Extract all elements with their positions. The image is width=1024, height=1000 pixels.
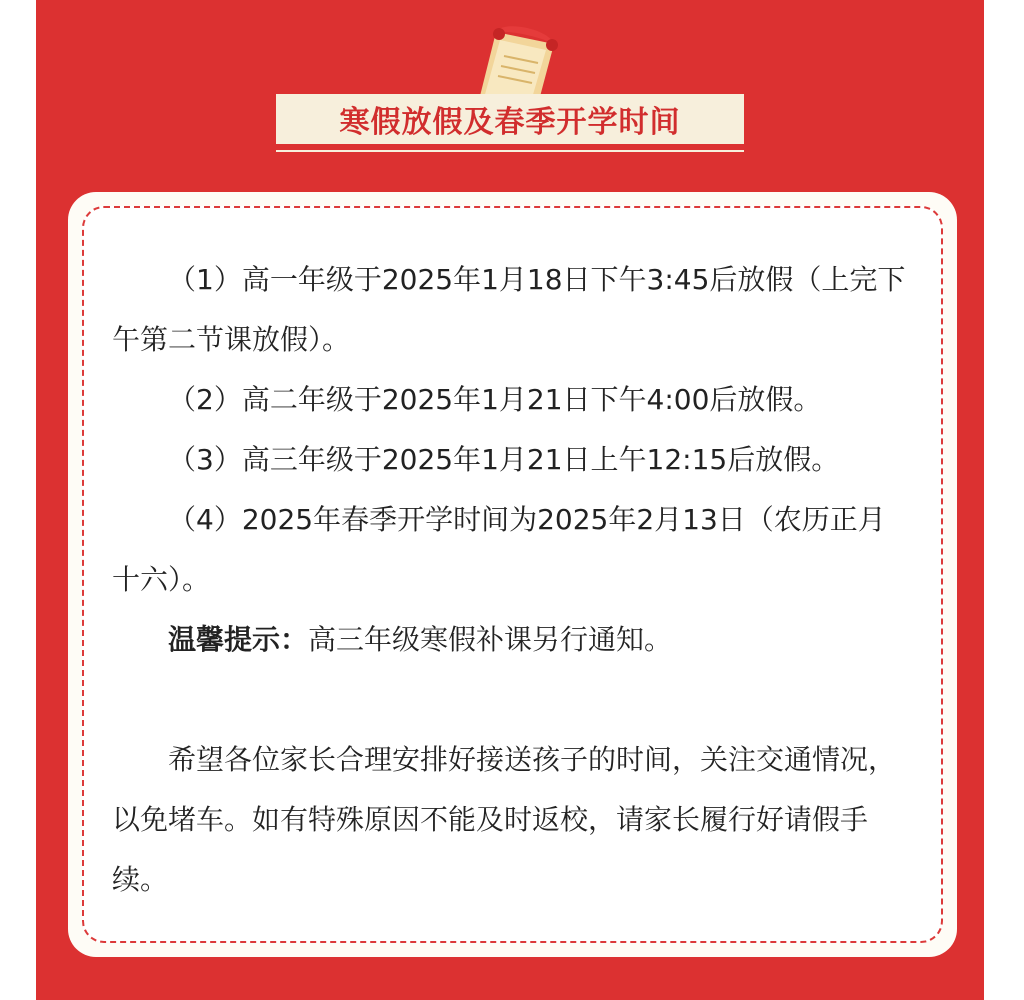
scroll-icon: [456, 18, 566, 106]
warm-tip: [112, 610, 912, 670]
notice-item-4: （4）2025年春季开学时间为2025年2月13日（农历正月十六）。: [112, 503, 886, 596]
notice-item-2: （2）高二年级于2025年1月21日下午4:00后放假。: [168, 383, 822, 416]
notice-item-1: （1）高一年级于2025年1月18日下午3:45后放假（上完下午第二节课放假）。: [112, 263, 906, 356]
title-banner: [276, 94, 744, 144]
closing-paragraph: 希望各位家长合理安排好接送孩子的时间，关注交通情况，以免堵车。如有特殊原因不能及时返校，请家长履行好请假手续。: [112, 743, 897, 896]
notice-item-3: （3）高三年级于2025年1月21日上午12:15后放假。: [168, 443, 840, 476]
warm-tip-label: 温馨提示：: [168, 623, 309, 656]
spacer: [112, 670, 912, 730]
warm-tip-text: 高三年级寒假补课另行通知。: [308, 623, 673, 656]
page-title: 寒假放假及春季开学时间: [339, 105, 681, 140]
title-underline: [276, 150, 744, 152]
notice-content: [112, 250, 912, 910]
